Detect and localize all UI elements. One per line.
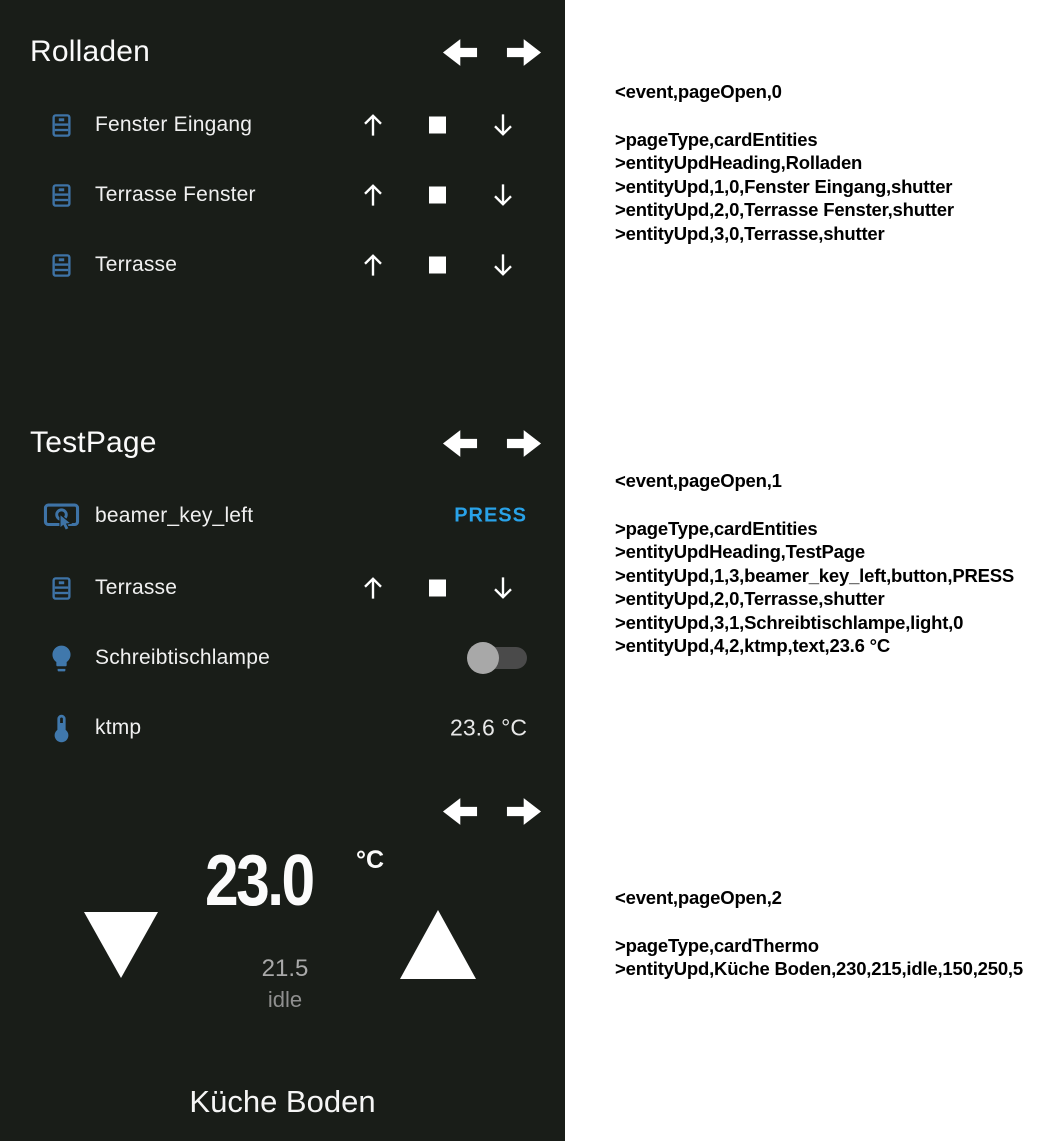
shutter-down-button[interactable] bbox=[488, 573, 518, 603]
entity-row-button bbox=[0, 491, 565, 541]
log-line: >pageType,cardThermo bbox=[615, 934, 819, 956]
lightbulb-icon bbox=[42, 639, 80, 677]
log-line: >entityUpd,2,0,Terrasse,shutter bbox=[615, 588, 885, 609]
entity-label: Fenster Eingang bbox=[95, 113, 253, 136]
entity-label: Terrasse bbox=[95, 576, 178, 599]
log-line: >entityUpd,Küche Boden,230,215,idle,150,250,5 bbox=[615, 958, 1023, 979]
shutter-stop-button[interactable] bbox=[429, 117, 446, 134]
shutter-icon bbox=[42, 569, 80, 607]
shutter-down-button[interactable] bbox=[488, 180, 518, 210]
log-block-page1 bbox=[615, 469, 1043, 658]
shutter-up-button[interactable] bbox=[358, 250, 388, 280]
entity-label: beamer_key_left bbox=[95, 504, 254, 527]
log-line: >entityUpdHeading,Rolladen bbox=[615, 152, 863, 173]
log-line: >pageType,cardEntities bbox=[615, 517, 818, 539]
nav-arrows bbox=[439, 37, 545, 68]
log-line: >entityUpd,1,0,Fenster Eingang,shutter bbox=[615, 175, 953, 197]
nav-right-button[interactable] bbox=[503, 796, 545, 827]
log-line: <event,pageOpen,2 bbox=[615, 887, 782, 908]
nav-arrows bbox=[439, 796, 545, 827]
card-thermo-header bbox=[30, 789, 545, 833]
thermo-title: Küche Boden bbox=[189, 1084, 376, 1119]
nav-arrows bbox=[439, 428, 545, 459]
entity-row-shutter bbox=[0, 563, 565, 613]
card-testpage-header bbox=[30, 421, 545, 465]
entity-row-light bbox=[0, 633, 565, 683]
entity-label: Schreibtischlampe bbox=[95, 646, 270, 669]
temperature-unit: °C bbox=[356, 846, 385, 874]
page-title: TestPage bbox=[30, 426, 157, 459]
nav-left-button[interactable] bbox=[439, 796, 481, 827]
nav-left-button[interactable] bbox=[439, 428, 481, 459]
log-line: >entityUpd,2,0,Terrasse Fenster,shutter bbox=[615, 199, 954, 220]
shutter-icon bbox=[42, 246, 80, 284]
log-line: <event,pageOpen,0 bbox=[615, 81, 782, 102]
entity-row-shutter bbox=[0, 100, 565, 150]
log-line: >entityUpd,3,1,Schreibtischlampe,light,0 bbox=[615, 611, 964, 633]
shutter-down-button[interactable] bbox=[488, 250, 518, 280]
entity-label: Terrasse bbox=[95, 253, 178, 276]
shutter-stop-button[interactable] bbox=[429, 580, 446, 597]
log-line: <event,pageOpen,1 bbox=[615, 470, 782, 491]
entity-row-shutter bbox=[0, 240, 565, 290]
current-temperature: 23.0 bbox=[205, 841, 313, 921]
toggle-knob bbox=[467, 642, 499, 674]
target-temperature: 21.5 bbox=[261, 955, 309, 982]
card-rolladen-header bbox=[30, 30, 545, 74]
entity-row-text bbox=[0, 703, 565, 753]
log-block-page0 bbox=[615, 80, 1043, 245]
shutter-stop-button[interactable] bbox=[429, 187, 446, 204]
shutter-up-button[interactable] bbox=[358, 573, 388, 603]
entity-label: Terrasse Fenster bbox=[95, 183, 256, 206]
shutter-icon bbox=[42, 106, 80, 144]
entity-label: ktmp bbox=[95, 716, 142, 739]
entity-row-shutter bbox=[0, 170, 565, 220]
light-toggle-switch[interactable] bbox=[467, 642, 527, 674]
thermometer-icon bbox=[42, 709, 80, 747]
shutter-up-button[interactable] bbox=[358, 180, 388, 210]
log-line: >entityUpd,3,0,Terrasse,shutter bbox=[615, 222, 885, 244]
entity-value: 23.6 °C bbox=[450, 714, 527, 741]
page-title: Rolladen bbox=[30, 35, 151, 68]
shutter-down-button[interactable] bbox=[488, 110, 518, 140]
nav-left-button[interactable] bbox=[439, 37, 481, 68]
log-line: >entityUpdHeading,TestPage bbox=[615, 541, 865, 562]
nav-right-button[interactable] bbox=[503, 37, 545, 68]
shutter-stop-button[interactable] bbox=[429, 257, 446, 274]
gesture-tap-button-icon bbox=[42, 497, 80, 535]
log-line: >entityUpd,4,2,ktmp,text,23.6 °C bbox=[615, 635, 890, 656]
shutter-up-button[interactable] bbox=[358, 110, 388, 140]
log-line: >entityUpd,1,3,beamer_key_left,button,PRESS bbox=[615, 564, 1015, 586]
hvac-state: idle bbox=[267, 987, 303, 1012]
log-block-page2 bbox=[615, 886, 1043, 981]
temp-decrease-button[interactable] bbox=[84, 912, 158, 978]
shutter-icon bbox=[42, 176, 80, 214]
temp-increase-button[interactable] bbox=[400, 910, 476, 979]
press-button[interactable]: PRESS bbox=[454, 504, 527, 527]
nav-right-button[interactable] bbox=[503, 428, 545, 459]
log-line: >pageType,cardEntities bbox=[615, 128, 818, 150]
